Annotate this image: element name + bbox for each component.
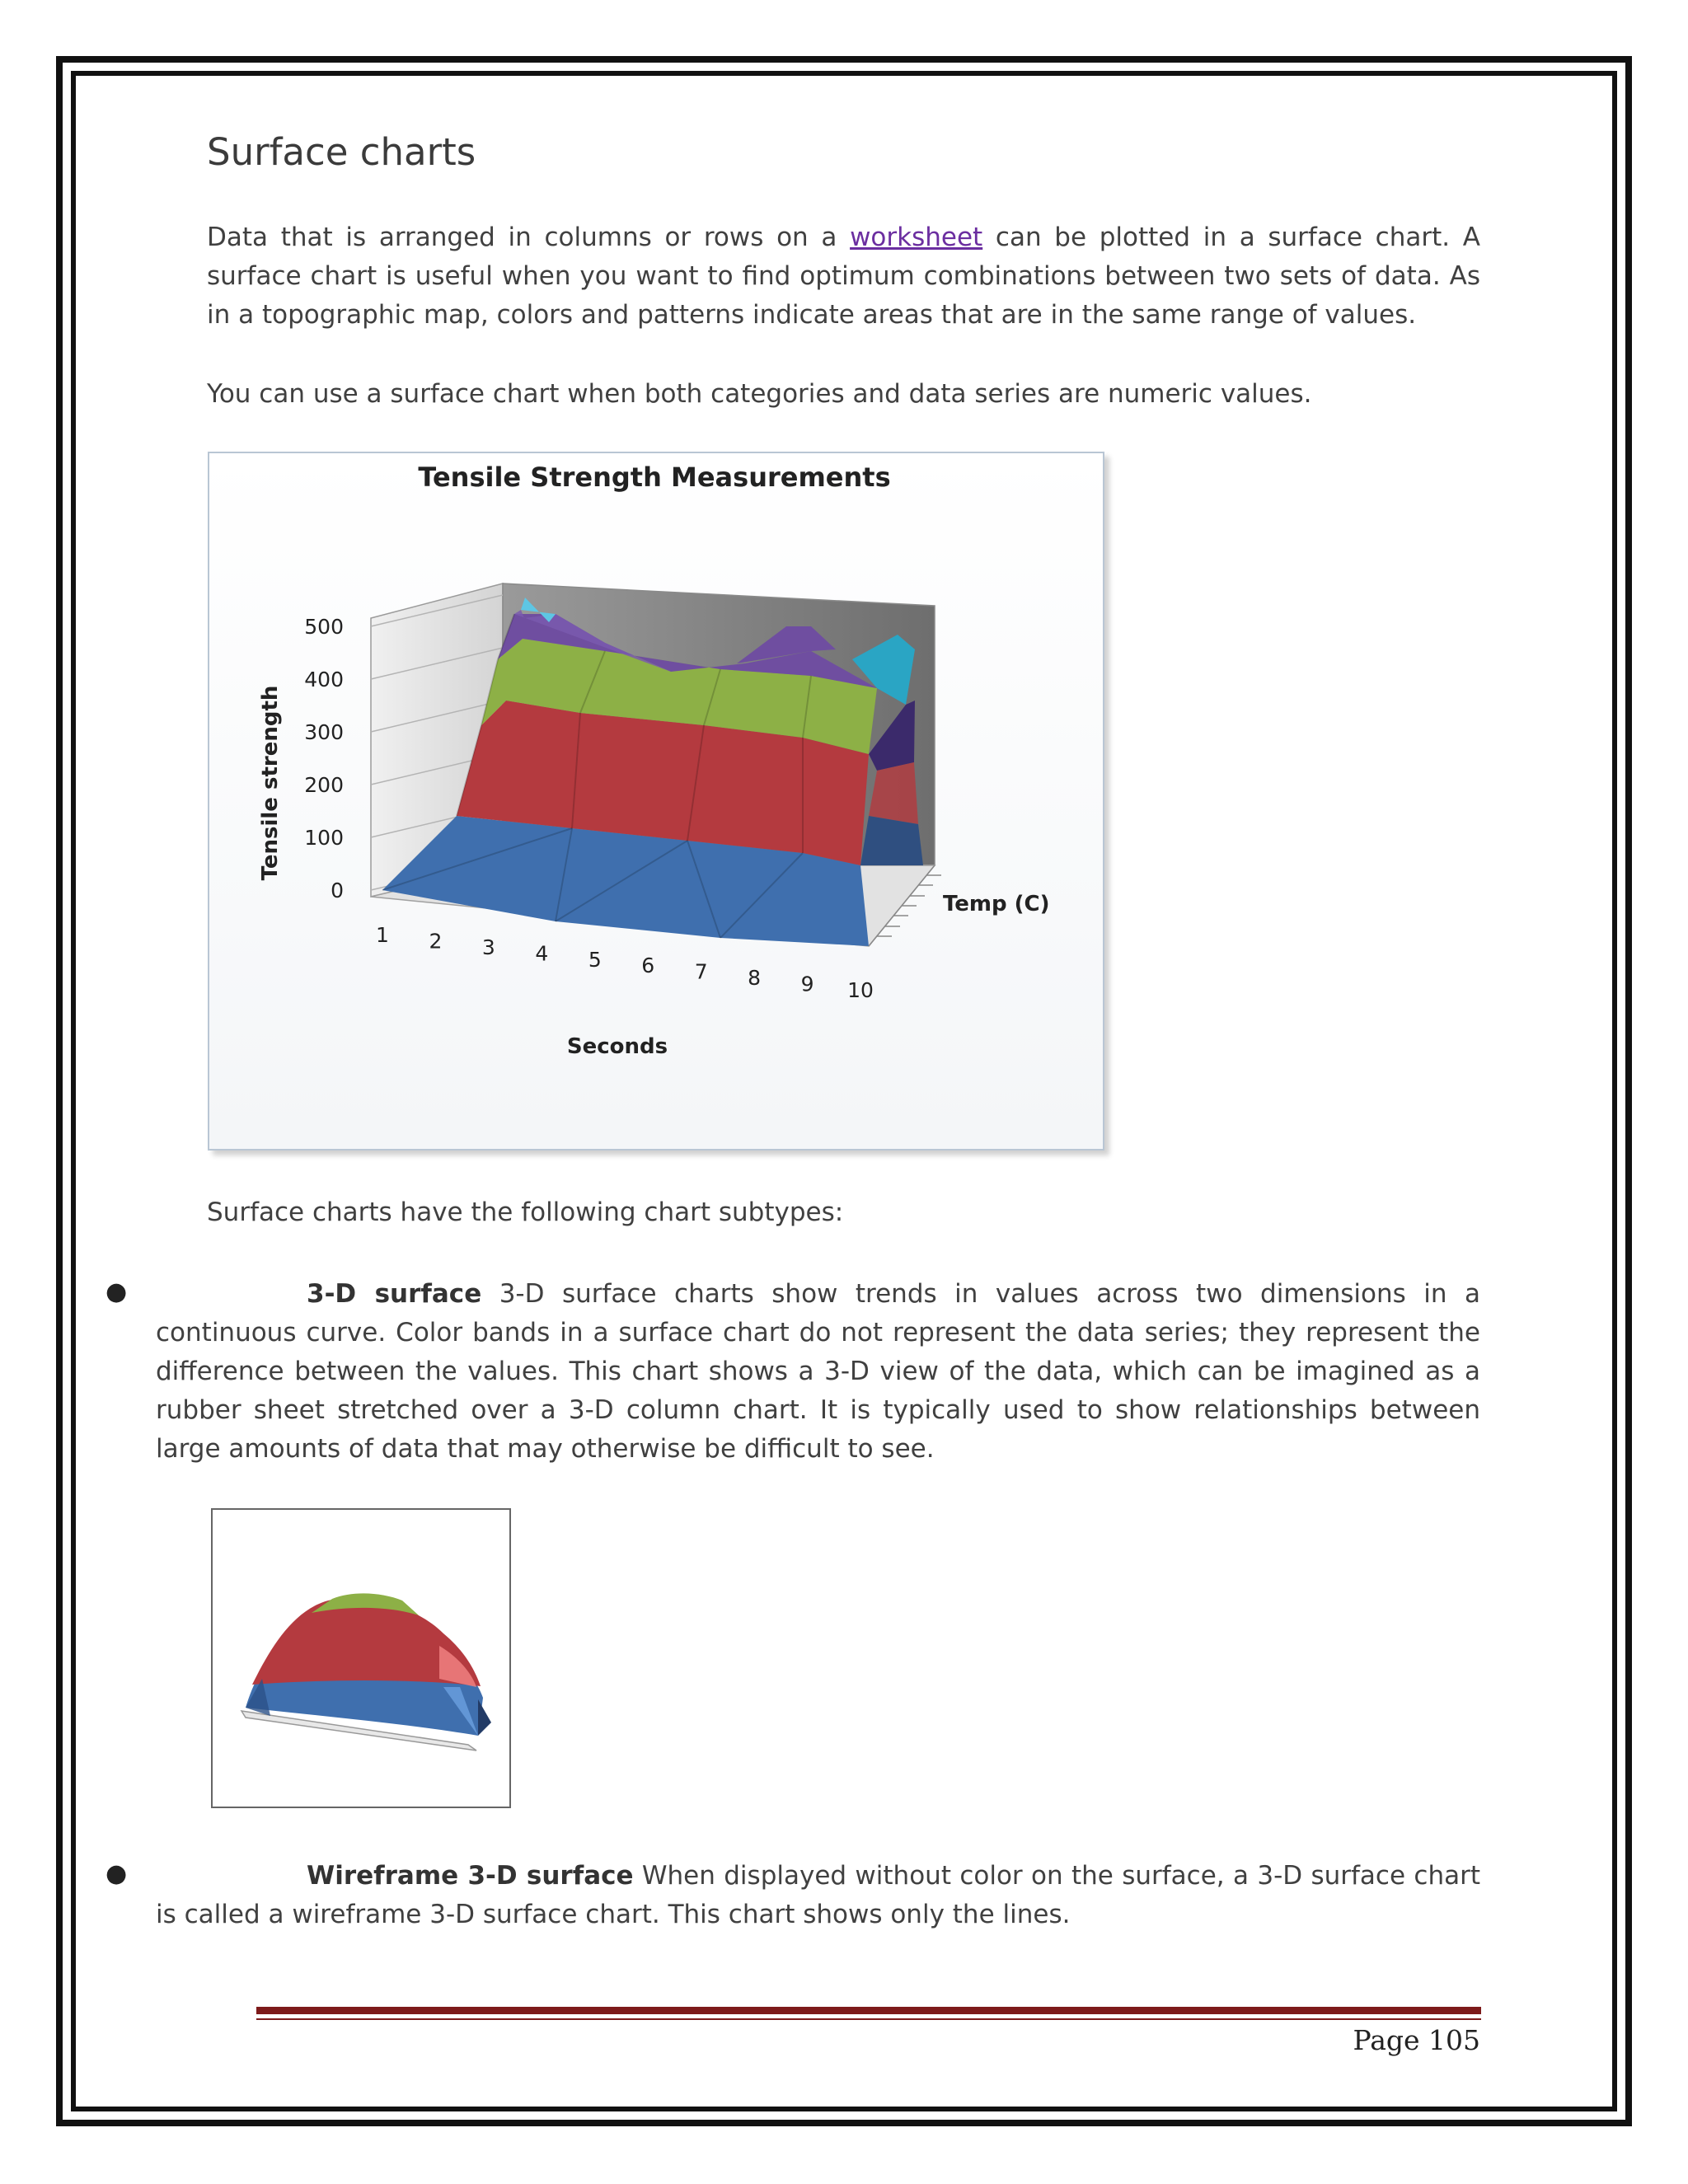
bullet-text: 3-D surface charts show trends in values across two dimensions in a continuous curve. Color bands in a surface chart do not represent the data series; they represent the difference between the values. This chart shows a 3-D view of the data, which can be imagined as a rubber sheet stretched over a 3-D column chart. It is typically used to show relationships between large amounts of data that may otherwise be difficult to see.	[156, 1279, 1480, 1464]
intro-paragraph	[207, 218, 1480, 335]
bullet-wireframe-surface	[156, 1857, 1480, 1934]
x-tick-label: 4	[535, 941, 549, 966]
x-tick-label: 10	[847, 978, 874, 1002]
x-tick-label: 7	[694, 959, 708, 984]
y-tick-label: 400	[304, 668, 344, 691]
section-heading: Surface charts	[207, 130, 476, 174]
chart-title: Tensile Strength Measurements	[418, 462, 891, 493]
y-tick-label: 500	[304, 615, 344, 639]
bullet-text: When displayed without color on the surface, a 3-D surface chart is called a wireframe 3-D surface chart. This chart shows only the lines.	[156, 1861, 1480, 1929]
x-tick-label: 8	[748, 966, 762, 991]
x-tick-label: 2	[429, 929, 443, 954]
y-tick-label: 200	[304, 773, 344, 797]
x-tick-label: 6	[641, 954, 655, 978]
bullet-term: Wireframe 3-D surface	[307, 1861, 634, 1891]
surface-chart-svg	[209, 453, 1103, 1149]
tensile-strength-chart	[208, 452, 1104, 1151]
bullet-3d-surface	[156, 1275, 1480, 1469]
y-tick-label: 0	[331, 879, 344, 902]
footer-rule	[256, 2007, 1481, 2014]
intro-text-after-link: can be plotted in a surface chart. A surface chart is useful when you want to find optimum combinations between two sets of data. As in a topographic map, colors and patterns indicate areas that are in the same range of values.	[207, 223, 1480, 330]
intro-text-before-link: Data that is arranged in columns or rows on a	[207, 223, 851, 252]
y-axis-label: Tensile strength	[258, 685, 283, 881]
depth-axis-label: Temp (C)	[943, 892, 1050, 916]
x-tick-label: 5	[588, 947, 602, 972]
y-axis-ticks	[304, 615, 344, 902]
worksheet-link[interactable]: worksheet	[850, 223, 983, 252]
y-tick-label: 100	[304, 826, 344, 850]
x-axis-label: Seconds	[566, 1034, 668, 1059]
bullet-icon: ●	[106, 1277, 128, 1306]
x-tick-label: 3	[481, 935, 495, 959]
x-tick-label: 9	[800, 972, 814, 996]
x-tick-label: 1	[376, 923, 389, 947]
page-number: Page 105	[1353, 2024, 1480, 2056]
numeric-values-paragraph: You can use a surface chart when both categories and data series are numeric values.	[207, 379, 1312, 409]
3d-surface-thumbnail	[211, 1508, 511, 1808]
bullet-term: 3-D surface	[307, 1279, 482, 1309]
y-tick-label: 300	[304, 720, 344, 744]
3d-surface-thumbnail-svg	[213, 1510, 509, 1807]
bullet-icon: ●	[106, 1859, 128, 1888]
footer-rule-thin	[256, 2018, 1481, 2020]
subtypes-intro: Surface charts have the following chart subtypes:	[207, 1197, 844, 1227]
